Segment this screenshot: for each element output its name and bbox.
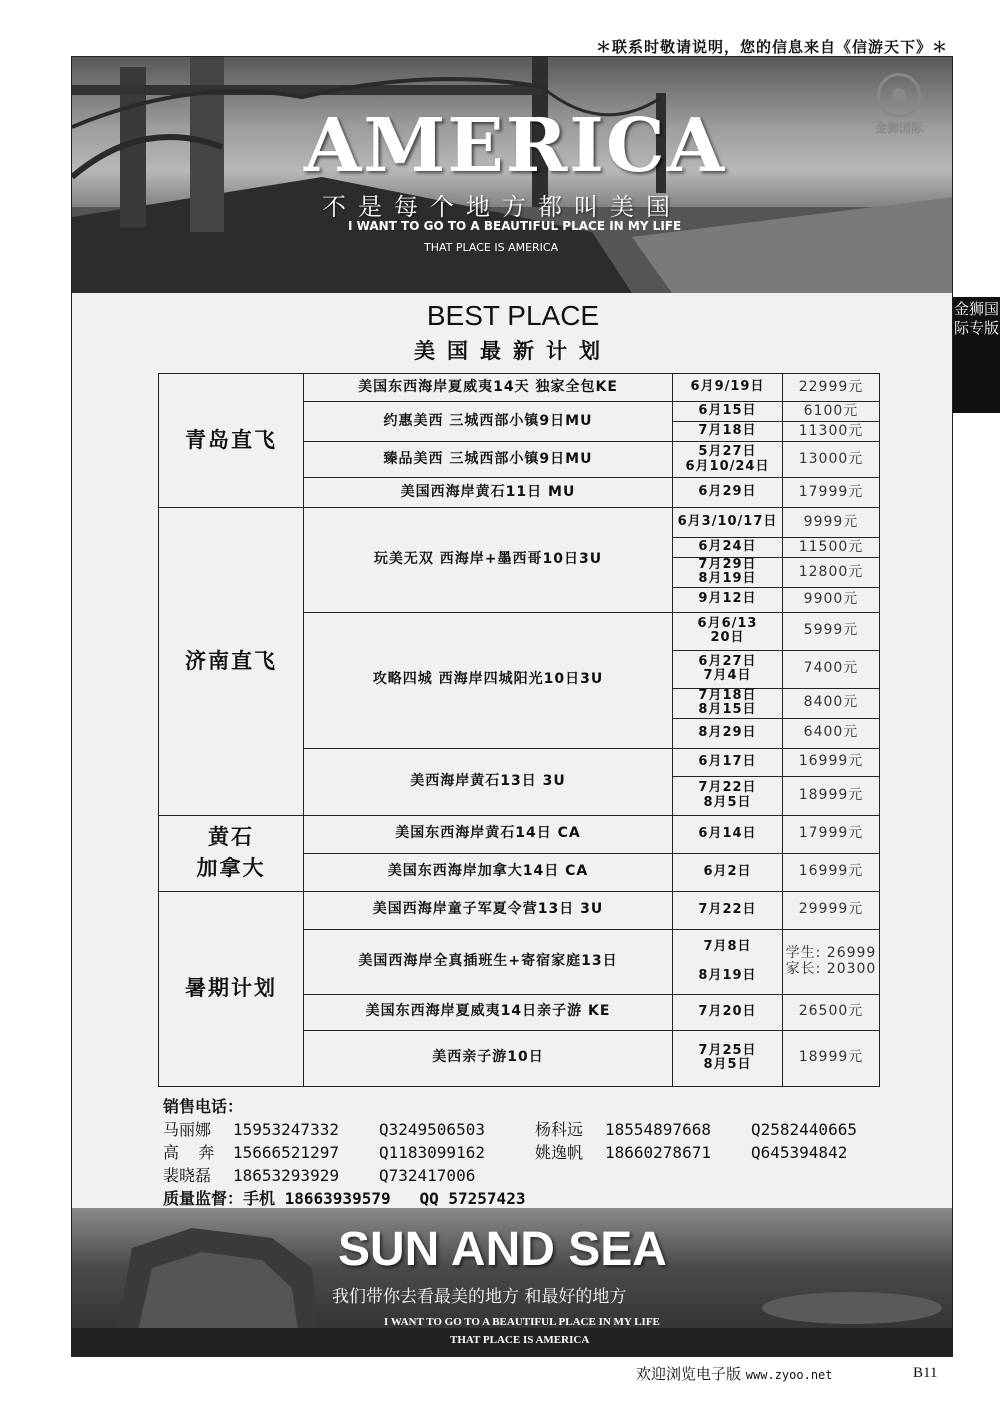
contact-phone: 18660278671	[605, 1143, 711, 1162]
contacts-heading: 销售电话：	[163, 1097, 244, 1116]
contact-phone: 18554897668	[605, 1120, 711, 1139]
contact-row	[163, 1118, 857, 1141]
footer-subtitle-en-2: THAT PLACE IS AMERICA	[450, 1334, 590, 1346]
bottom-note-text: 欢迎浏览电子版	[636, 1365, 742, 1383]
website-link[interactable]: www.zyoo.net	[745, 1368, 833, 1382]
route-name: 美国东西海岸加拿大14日 CA	[304, 853, 673, 891]
source-note: ＊联系时敬请说明，您的信息来自《信游天下》＊	[595, 38, 948, 56]
quality-supervision: 质量监督：手机 18663939579 QQ 57257423	[163, 1189, 526, 1208]
page-number: B11	[913, 1365, 938, 1381]
departure-date: 5月27日 6月10/24日	[673, 442, 783, 478]
table-row	[159, 508, 880, 538]
bottom-note	[636, 1363, 833, 1384]
footer-banner	[72, 1208, 953, 1357]
price: 学生: 26999 家长: 20300	[783, 929, 880, 994]
contact-name: 杨科远	[535, 1120, 584, 1139]
footer-subtitle-en-1: I WANT TO GO TO A BEAUTIFUL PLACE IN MY LIFE	[384, 1316, 660, 1328]
route-name: 攻略四城 西海岸四城阳光10日3U	[304, 612, 673, 748]
departure-date: 7月29日 8月19日	[673, 558, 783, 588]
price: 16999元	[783, 748, 880, 776]
contact-qq: Q1183099162	[379, 1143, 485, 1162]
departure-date: 6月27日 7月4日	[673, 650, 783, 688]
price: 18999元	[783, 1030, 880, 1086]
price: 11300元	[783, 422, 880, 442]
edition-tab: 金狮国际专版	[953, 297, 1000, 413]
contact-phone: 15666521297	[233, 1143, 339, 1162]
plan-title: 美国最新计划	[414, 339, 612, 363]
contact-row	[163, 1164, 857, 1187]
price: 22999元	[783, 374, 880, 402]
contact-name: 高 奔	[163, 1143, 215, 1162]
contact-name: 姚逸帆	[535, 1143, 584, 1162]
price: 26500元	[783, 994, 880, 1030]
departure-date: 6月2日	[673, 853, 783, 891]
price: 9900元	[783, 587, 880, 612]
route-name: 美国东西海岸夏威夷14天 独家全包KE	[304, 374, 673, 402]
price: 6100元	[783, 402, 880, 422]
price: 18999元	[783, 776, 880, 815]
brand-logo	[870, 73, 928, 136]
departure-date: 7月22日 8月5日	[673, 776, 783, 815]
group-jinan: 济南直飞	[159, 508, 304, 816]
route-name: 美国东西海岸黄石14日 CA	[304, 815, 673, 853]
banner-subtitle-cn: 不是每个地方都叫美国	[322, 193, 682, 221]
departure-date: 7月20日	[673, 994, 783, 1030]
contact-name: 裴晓磊	[163, 1166, 212, 1185]
route-name: 美国东西海岸夏威夷14日亲子游 KE	[304, 994, 673, 1030]
price: 17999元	[783, 815, 880, 853]
departure-date: 6月9/19日	[673, 374, 783, 402]
price: 9999元	[783, 508, 880, 538]
route-name: 美国西海岸童子军夏令营13日 3U	[304, 891, 673, 929]
contact-qq: Q645394842	[751, 1143, 848, 1162]
table-row	[159, 891, 880, 929]
route-name: 玩美无双 西海岸+墨西哥10日3U	[304, 508, 673, 613]
departure-date: 7月8日 8月19日	[673, 929, 783, 994]
departure-date: 6月14日	[673, 815, 783, 853]
schedule-table	[158, 373, 880, 1087]
table-row	[159, 815, 880, 853]
route-name: 臻品美西 三城西部小镇9日MU	[304, 442, 673, 478]
contact-qq: Q732417006	[379, 1166, 476, 1185]
banner-subtitle-en-2: THAT PLACE IS AMERICA	[424, 241, 559, 254]
route-name: 美国西海岸黄石11日 MU	[304, 478, 673, 508]
price: 13000元	[783, 442, 880, 478]
departure-date: 6月15日	[673, 402, 783, 422]
departure-date: 7月25日 8月5日	[673, 1030, 783, 1086]
contact-qq: Q2582440665	[751, 1120, 857, 1139]
route-name: 约惠美西 三城西部小镇9日MU	[304, 402, 673, 442]
contact-qq: Q3249506503	[379, 1120, 485, 1139]
contact-phone: 15953247332	[233, 1120, 339, 1139]
departure-date: 6月17日	[673, 748, 783, 776]
price: 29999元	[783, 891, 880, 929]
departure-date: 7月18日	[673, 422, 783, 442]
banner-title: AMERICA	[304, 103, 727, 189]
sales-contacts	[163, 1095, 857, 1210]
departure-date: 6月29日	[673, 478, 783, 508]
price: 17999元	[783, 478, 880, 508]
departure-date: 6月24日	[673, 538, 783, 558]
departure-date: 7月18日 8月15日	[673, 688, 783, 718]
route-name: 美西海岸黄石13日 3U	[304, 748, 673, 815]
best-place-heading: BEST PLACE	[426, 300, 600, 331]
lion-icon	[877, 73, 921, 117]
route-name: 美西亲子游10日	[304, 1030, 673, 1086]
contact-phone: 18653293929	[233, 1166, 339, 1185]
departure-date: 6月3/10/17日	[673, 508, 783, 538]
departure-date: 7月22日	[673, 891, 783, 929]
price: 12800元	[783, 558, 880, 588]
poster-frame	[71, 56, 953, 1357]
group-huangshi-canada: 黄石 加拿大	[159, 815, 304, 891]
price: 11500元	[783, 538, 880, 558]
price: 8400元	[783, 688, 880, 718]
route-name: 美国西海岸全真插班生+寄宿家庭13日	[304, 929, 673, 994]
departure-date: 9月12日	[673, 587, 783, 612]
departure-date: 8月29日	[673, 718, 783, 748]
header-banner	[72, 57, 953, 293]
price: 5999元	[783, 612, 880, 650]
price: 16999元	[783, 853, 880, 891]
price: 7400元	[783, 650, 880, 688]
banner-subtitle-en-1: I WANT TO GO TO A BEAUTIFUL PLACE IN MY LIFE	[348, 219, 682, 233]
contact-name: 马丽娜	[163, 1120, 212, 1139]
price: 6400元	[783, 718, 880, 748]
departure-date: 6月6/13 20日	[673, 612, 783, 650]
logo-text: 金狮国际	[874, 121, 923, 135]
contact-row	[163, 1141, 857, 1164]
footer-title: SUN AND SEA	[338, 1223, 667, 1276]
group-qingdao: 青岛直飞	[159, 374, 304, 508]
table-row	[159, 374, 880, 402]
footer-subtitle-cn: 我们带你去看最美的地方 和最好的地方	[332, 1287, 627, 1307]
group-summer: 暑期计划	[159, 891, 304, 1086]
